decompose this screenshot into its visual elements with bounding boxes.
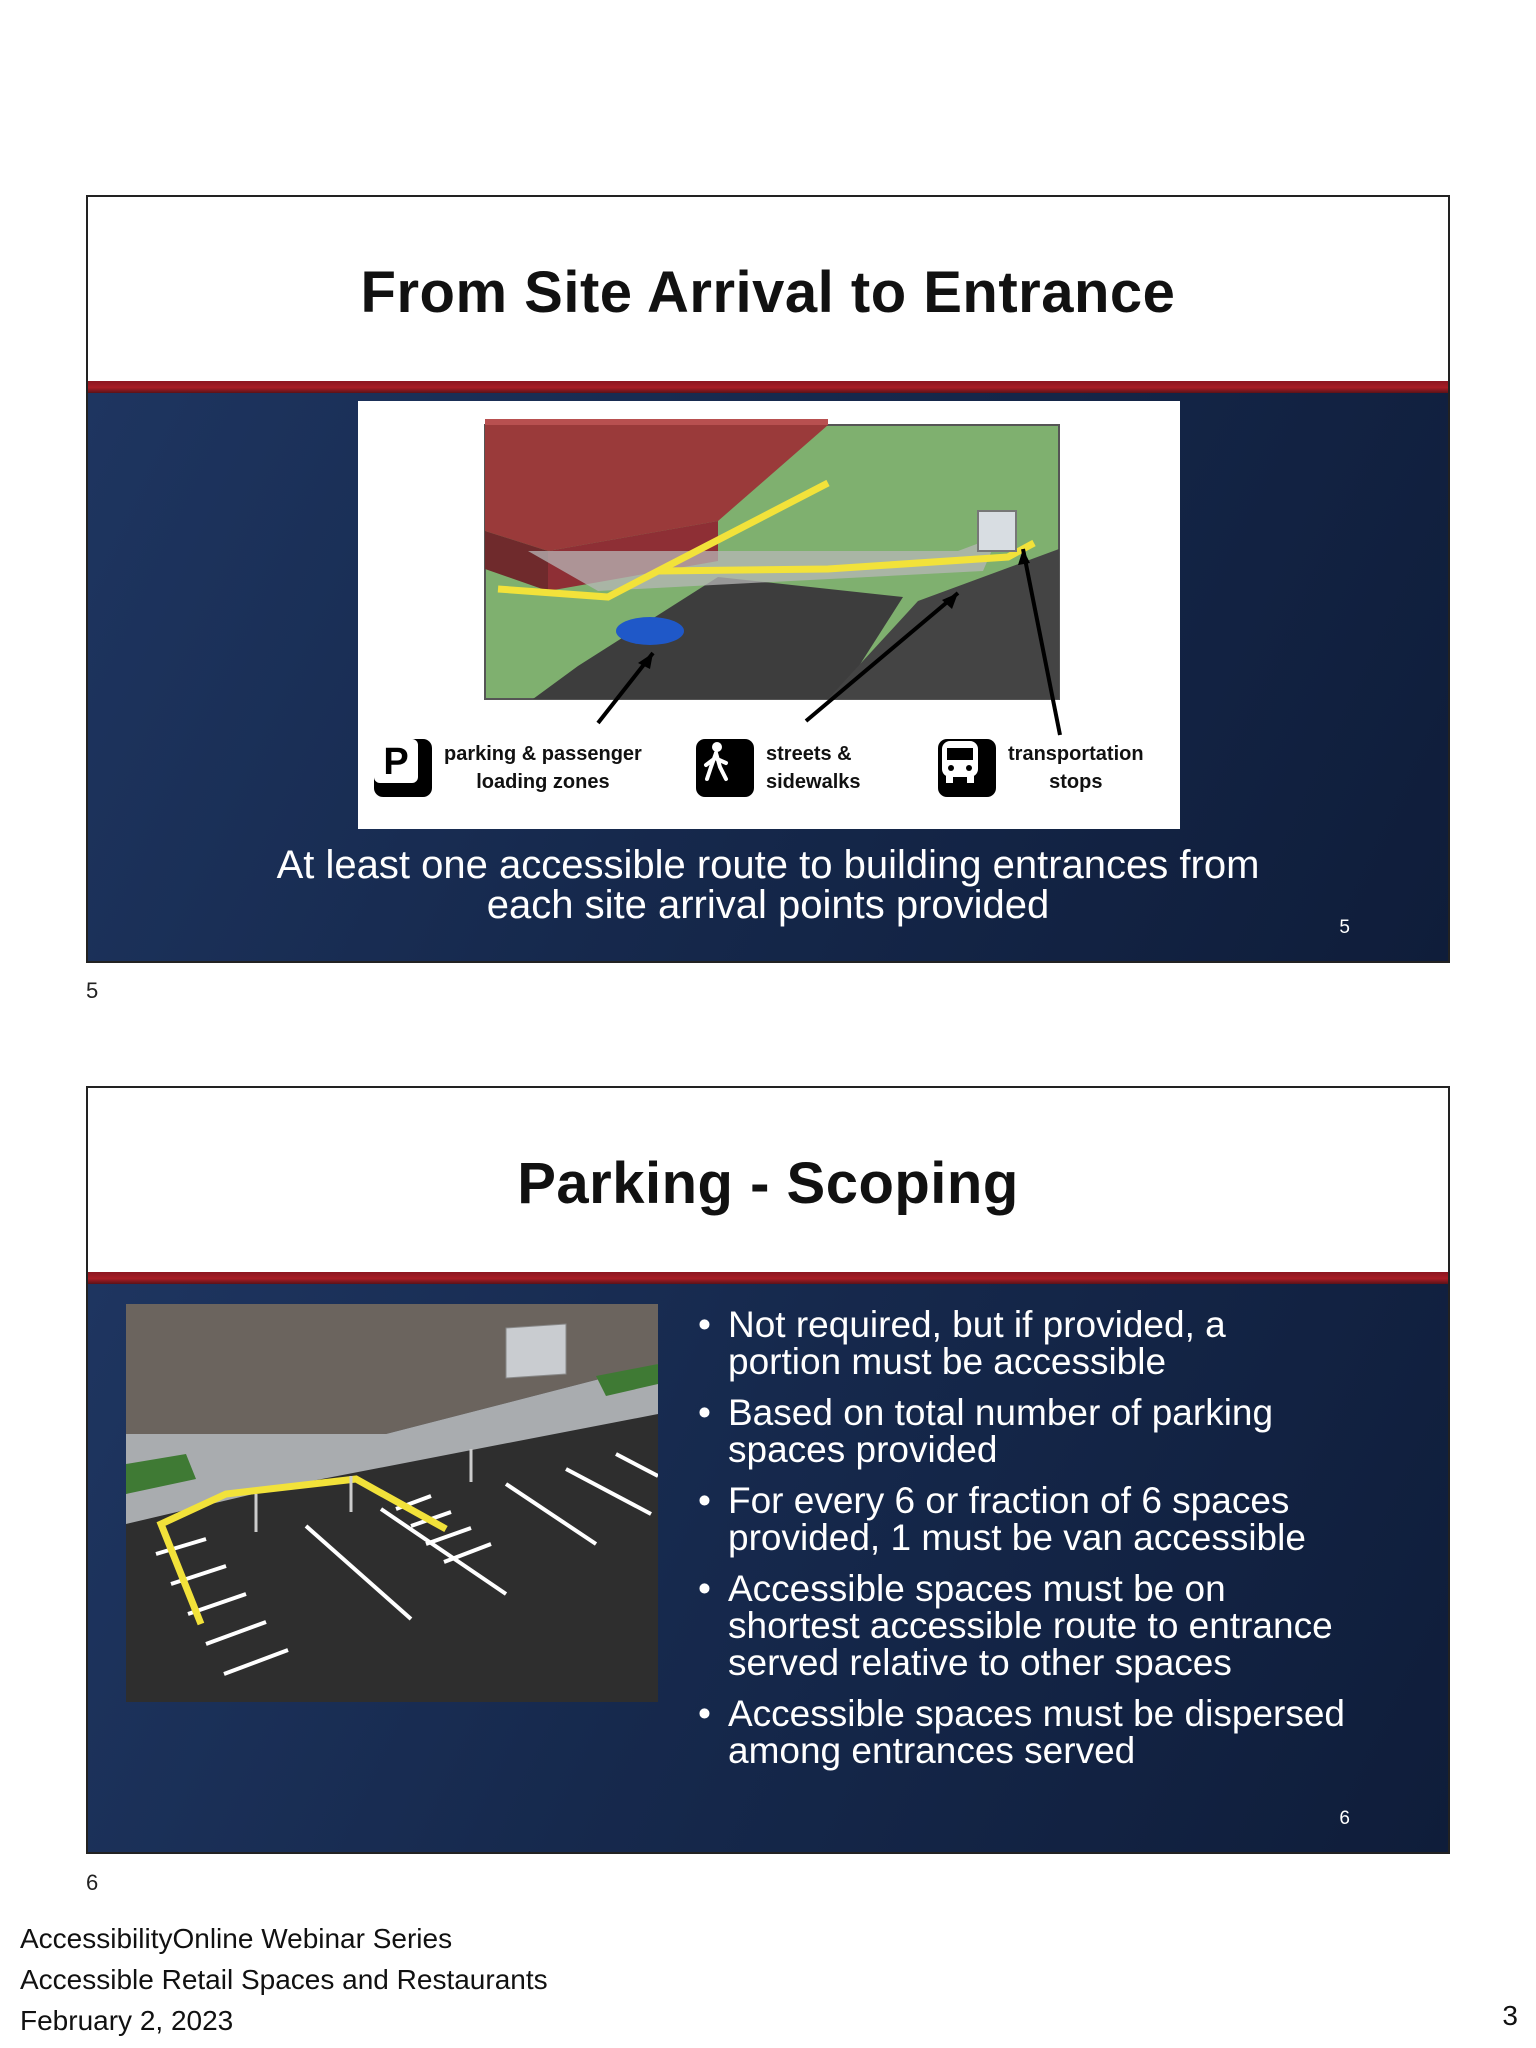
legend-parking-label — [444, 740, 642, 796]
parking-lot-illustration — [126, 1304, 658, 1702]
legend-transport-line2: stops — [1049, 771, 1103, 793]
bullet-item — [698, 1306, 1398, 1380]
legend-transport-line1: transportation — [1008, 743, 1144, 765]
slide-body — [88, 393, 1448, 961]
legend-sidewalks-label — [766, 740, 861, 796]
pedestrian-icon — [696, 739, 754, 797]
footer-session-title: Accessible Retail Spaces and Restaurants — [20, 1964, 548, 1995]
bullet-line: • Not required, but if provided, a — [728, 1304, 1226, 1345]
legend-sidewalks-line2: sidewalks — [766, 771, 861, 793]
slide-body — [88, 1284, 1448, 1852]
bullet-item — [698, 1482, 1398, 1556]
caption-line-2: each site arrival points provided — [486, 883, 1050, 927]
legend-parking — [374, 739, 642, 797]
bullet-line: • Accessible spaces must be on — [728, 1568, 1226, 1609]
bullet-line: provided, 1 must be van accessible — [728, 1517, 1306, 1558]
bus-icon — [938, 739, 996, 797]
slide-header — [88, 197, 1448, 381]
slide-header — [88, 1088, 1448, 1272]
svg-text:P: P — [383, 741, 409, 783]
slide-title: From Site Arrival to Entrance — [360, 260, 1176, 325]
outer-slide-number: 6 — [86, 1870, 99, 1895]
slide-number: 6 — [1339, 1808, 1350, 1829]
bullet-line: served relative to other spaces — [728, 1642, 1232, 1683]
legend-sidewalks — [696, 739, 861, 797]
slide-caption — [148, 845, 1388, 925]
slide-title: Parking - Scoping — [517, 1151, 1019, 1216]
bullet-line: shortest accessible route to entrance — [728, 1605, 1333, 1646]
bullet-line: portion must be accessible — [728, 1341, 1167, 1382]
page-number: 3 — [1502, 2000, 1518, 2031]
slide-parking-scoping — [86, 1086, 1450, 1854]
bullet-line: • For every 6 or fraction of 6 spaces — [728, 1480, 1290, 1521]
legend-transport — [938, 739, 1144, 797]
slide-from-site-arrival — [86, 195, 1450, 963]
footer-date: February 2, 2023 — [20, 2005, 234, 2036]
legend-transport-label — [1008, 740, 1144, 796]
site-arrival-illustration — [358, 401, 1180, 829]
footer-series: AccessibilityOnline Webinar Series — [20, 1923, 453, 1954]
bullet-line: • Based on total number of parking — [728, 1392, 1274, 1433]
document-footer — [20, 1918, 548, 2041]
bullet-item — [698, 1570, 1398, 1681]
bullet-line: • Accessible spaces must be dispersed — [728, 1693, 1345, 1734]
legend-parking-line2: loading zones — [476, 771, 610, 793]
slide-number: 5 — [1339, 917, 1350, 938]
bullet-item — [698, 1394, 1398, 1468]
legend-parking-line1: parking & passenger — [444, 743, 642, 765]
slide-divider — [88, 381, 1448, 393]
caption-line-1: At least one accessible route to building entrances from — [276, 843, 1260, 887]
slide-divider — [88, 1272, 1448, 1284]
bullet-item — [698, 1695, 1398, 1769]
outer-slide-number: 5 — [86, 978, 99, 1003]
bullet-line: among entrances served — [728, 1730, 1136, 1771]
bullet-line: spaces provided — [728, 1429, 998, 1470]
parking-icon — [374, 739, 432, 797]
bullet-list — [698, 1306, 1398, 1783]
legend-sidewalks-line1: streets & — [766, 743, 852, 765]
